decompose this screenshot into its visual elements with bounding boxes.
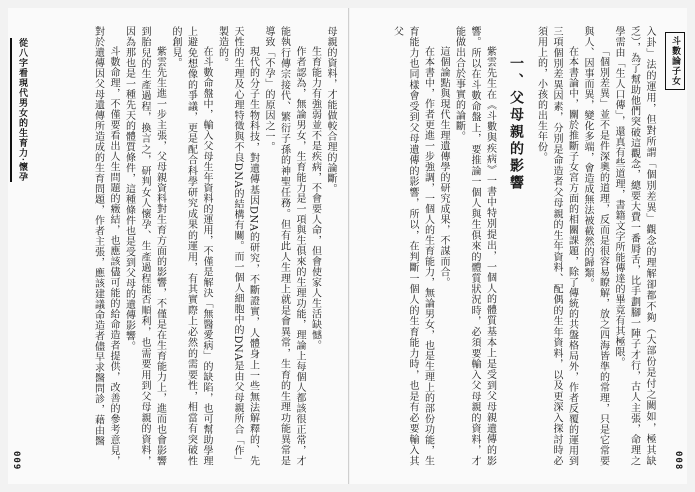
page-number-left: 009 <box>11 450 21 470</box>
paragraph: 在本書中，作者更進一步強調，一個人的生育能力，無論男女，也是生理上的部份功能，生育能力也同樣會受到父母遺傳的影響，所以，在判斷一個人的生育能力時，也是有必要輸入其父 <box>391 26 434 466</box>
paragraph: 在斗數命盤中，輸入父母生年資料的運用，不僅是解決「無醫愛病」的缺陷，也可幫助學理上避免想像的爭議，更是配合科學研究成果的運用，有其實際上必然的需要性，相當有突破性的創見。 <box>170 26 212 466</box>
paragraph: 在本書論中，關於推斷子女宮方面的相關課題，除了傳統的共盤格局外，作者反覆的運用到三項個別差異因素，分別是命造者父母親的生年資料、配偶的生年資料，以及更深入探討時必須用上的，小孩的出生年份。 <box>535 26 578 466</box>
running-head-left: 從八字看現代男女的生育力‧懷孕 <box>10 38 30 182</box>
paragraph: 現代的分子生物科技，對遺傳基因DNA的研究，不斷證實，人體身上一些無法解釋的、先天性的生理及心理特徵與不良DNA的結構有關。而一個人細胞中的DNA是由父母親所合「作」製造的。 <box>216 26 259 466</box>
left-body-text <box>34 26 338 466</box>
paragraph: 紫雲先生在《斗數與疾病》一書中特別提出，一個人的體質基本上是受到父母親遺傳的影響。所以在斗數命盤上，要推論一個人與生俱來的體質狀況時，必須要輸入父母親的資料，才能做出合於事實的論斷。 <box>453 26 496 466</box>
paragraph: 入卦」法的運用，但對所謂「個別差異」觀念的理解卻都不夠（大部份是付之闕如，極其缺乏），為了幫助他們突破這觀念，總要大費一番脣舌，比手劃腳一陣子才行，古人主張，命理之學需由「生人口傳」，還真有些道理，書籍文字所能傳達的畢竟有其極限。 <box>613 26 655 466</box>
paragraph: 母親的資料，才能做較合理的論斷。 <box>325 26 336 194</box>
paragraph: 斗數命理，不僅要看出人生問題的癥結，也應該儘可能的給命造者提供，改善的參考意見，對於遺傳因父母遺傳所造成的生育問題，作者主張，應該建議命造者儘早求醫問診，藉由醫 <box>92 26 119 466</box>
paragraph: 作者認為，無論男女，生育能力是一項與生俱來的生理功能，理論上每個人都該很正常，才能執行傳宗接代、繁衍子孫的神聖任務。但有此人生理上就是會異常，生育的生理功能異常是導致「不孕」的原因之一。 <box>263 26 305 466</box>
paragraph: 這個論點與現代生理遺傳學的研究成果，不謀而合。 <box>438 46 449 288</box>
running-head-right: 斗數論子女 <box>665 32 685 90</box>
right-page <box>350 8 687 484</box>
section-heading: 一、父母親的影響 <box>508 56 524 192</box>
paragraph: 「個別差異」並不是件深奧的道理，反而是很容易瞭解，放之四海皆準的常理，只是它常要與人、因事而異，變化多端，會造成無法被截然的歸類。 <box>582 26 609 466</box>
page-number-right: 008 <box>673 450 683 470</box>
paragraph: 紫雲先生進一步主張，父母親資料對生育方面的影響，不僅是在生育能力上，進而也會影響到胎兒的生產過程，換言之，研判女人懷孕、生產過程能否順利，也需要用到父母親的資料，因為那也是一種先天的體質條件，這種條件也是受到父母的遺傳影響。 <box>123 26 166 466</box>
paragraph: 生育能力有強弱並不是疾病，不會要人命，但會使家人生活缺憾。 <box>309 46 321 351</box>
left-page <box>8 8 349 484</box>
right-body-text <box>358 26 657 466</box>
